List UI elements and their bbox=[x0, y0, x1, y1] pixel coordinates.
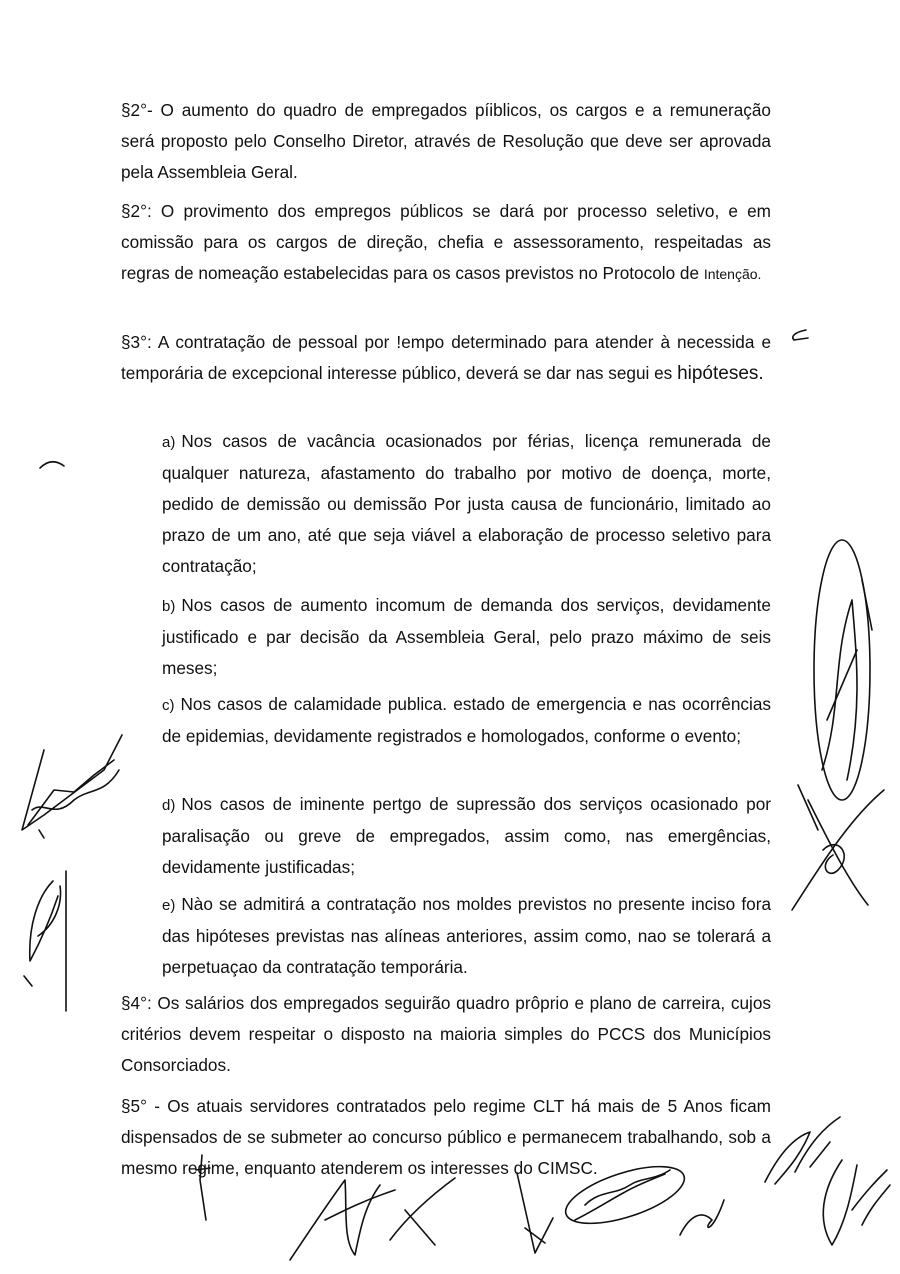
signature-left-2 bbox=[18, 866, 78, 1016]
item-b-text: Nos casos de aumento incomum de demanda dos serviços, devidamente justificado e par decisão da Assembleia Geral, pelo prazo máximo de seis meses; bbox=[162, 595, 771, 678]
item-e-text: Nào se admitirá a contratação nos moldes previstos no presente inciso fora das hipóteses previstas nas alíneas anteriores, assim como, nao se tolerará a perpetuaçao da contratação temporária. bbox=[162, 894, 771, 977]
item-a bbox=[162, 426, 771, 582]
paragraph-2-b-text: §2°: O provimento dos empregos públicos se dará por processo seletivo, e em comissão para os cargos de direção, chefia e assessoramento, respeitadas as regras de nomeação estabelecidas para os casos previstos no Protocolo de bbox=[121, 201, 771, 283]
item-d-label: d) bbox=[162, 797, 176, 814]
paragraph-3-text: §3°: A contratação de pessoal por !empo determinado para atender à necessida e temporária de excepcional interesse público, deverá se dar nas segui es bbox=[121, 332, 771, 383]
paragraph-5: §5° - Os atuais servidores contratados pelo regime CLT há mais de 5 Anos ficam dispensados de se submeter ao concurso público e permanecem trabalhando, sob a mesmo regime, enquanto atenderem os interesses do CIMSC. bbox=[121, 1096, 771, 1178]
signature-right-4 bbox=[812, 1150, 892, 1250]
signature-bottom-5 bbox=[672, 1195, 732, 1245]
item-c-text: Nos casos de calamidade publica. estado de emergencia e nas ocorrências de epidemias, devidamente registrados e homologados, conforme o evento; bbox=[162, 694, 771, 746]
item-a-label: a) bbox=[162, 434, 176, 451]
margin-tick-icon bbox=[38, 458, 68, 474]
signature-right-2 bbox=[788, 780, 888, 920]
item-d bbox=[162, 789, 771, 883]
signature-left-1 bbox=[14, 730, 129, 845]
paragraph-2-b-tail: Intenção. bbox=[703, 266, 762, 282]
item-e-label: e) bbox=[162, 897, 176, 914]
item-c-label: c) bbox=[162, 697, 175, 714]
item-e bbox=[162, 889, 771, 983]
signature-bottom-2 bbox=[285, 1170, 465, 1265]
paragraph-3-tail: hipóteses. bbox=[677, 363, 764, 384]
signature-right-1 bbox=[802, 540, 892, 810]
item-b-label: b) bbox=[162, 598, 176, 615]
item-d-text: Nos casos de iminente pertgo de supressão dos serviços ocasionado por paralisação ou greve de empregados, assim como, nas emergências, devidamente justificadas; bbox=[162, 794, 771, 877]
paragraph-2-b bbox=[121, 196, 771, 290]
margin-mark-icon bbox=[788, 326, 812, 344]
item-a-text: Nos casos de vacância ocasionados por férias, licença remunerada de qualquer natureza, afastamento do trabalho por motivo de doença, morte, pedido de demissão ou demissão Por justa causa de funcionário, limitado ao prazo de um ano, até que seja viável a elaboração de processo seletivo para contratação; bbox=[162, 431, 771, 576]
item-b bbox=[162, 590, 771, 684]
item-c bbox=[162, 689, 771, 752]
paragraph-2-a: §2°- O aumento do quadro de empregados píiblicos, os cargos e a remuneração será proposto pelo Conselho Diretor, através de Resolução que deve ser aprovada pela Assembleia Geral. bbox=[121, 100, 771, 182]
signature-bottom-1 bbox=[190, 1150, 220, 1225]
paragraph-3 bbox=[121, 327, 771, 389]
paragraph-4: §4°: Os salários dos empregados seguirão quadro prôprio e plano de carreira, cujos critérios devem respeitar o disposto na maioria simples do PCCS dos Municípios Consorciados. bbox=[121, 993, 771, 1075]
